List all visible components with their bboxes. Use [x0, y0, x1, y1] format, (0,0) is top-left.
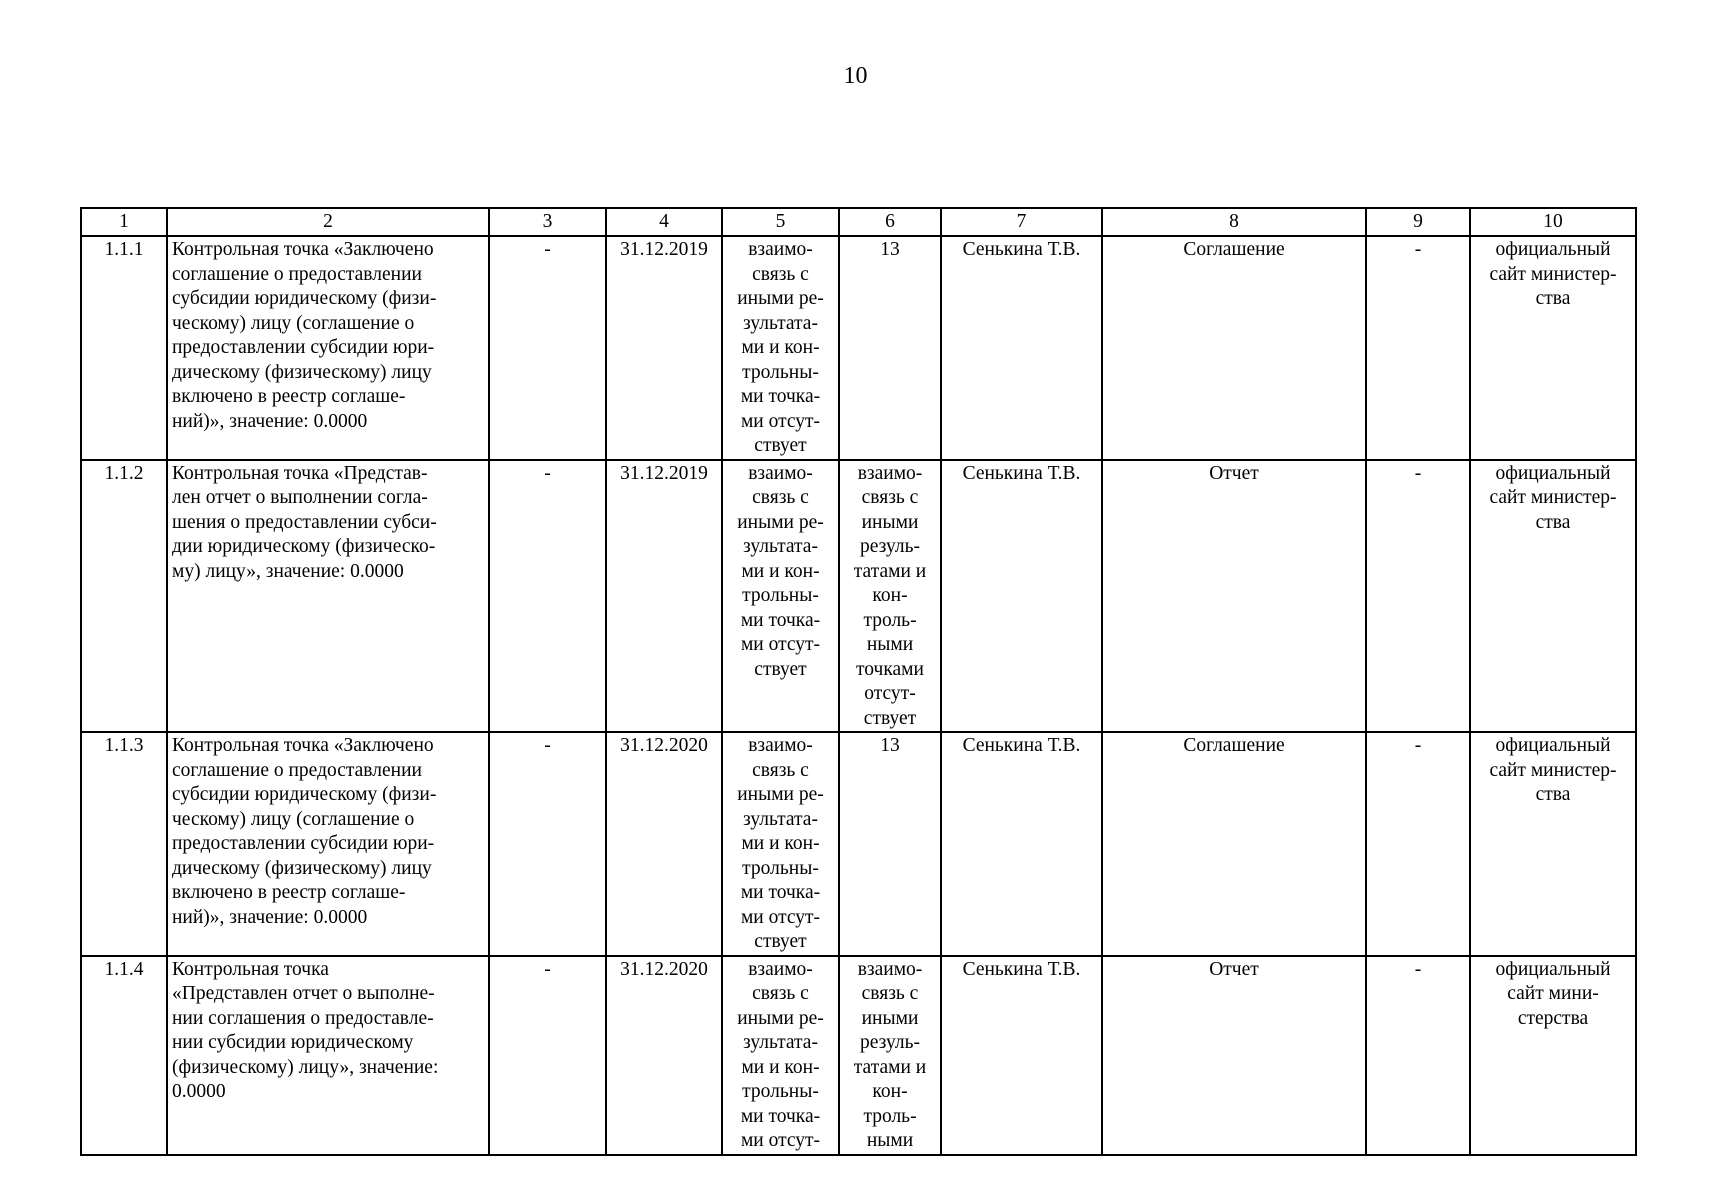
- control-point-name: Контрольная точка «Представ- лен отчет о выполнении согла- шения о предоставлении субси- дии юридическому (физическо- му) лицу», значение: 0.0000: [167, 460, 489, 733]
- row-number: 1.1.4: [81, 956, 167, 1155]
- due-date: 31.12.2020: [606, 956, 722, 1155]
- col9-value: -: [1366, 460, 1470, 733]
- col6-value: 13: [839, 236, 941, 460]
- responsible-person: Сенькина Т.В.: [941, 460, 1102, 733]
- row-number: 1.1.3: [81, 732, 167, 956]
- responsible-person: Сенькина Т.В.: [941, 732, 1102, 956]
- page-number: 10: [843, 63, 868, 89]
- col6-value: 13: [839, 732, 941, 956]
- header-cell-9: 9: [1366, 208, 1470, 236]
- relations-text: взаимо- связь с иными ре- зультата- ми и кон- трольны- ми точка- ми отсут-: [722, 956, 839, 1155]
- control-point-name: Контрольная точка «Заключено соглашение о предоставлении субсидии юридическому (физи- ческому) лицу (соглашение о предоставлении субсидии юри- дическому (физическому) лицу включено в реестр соглаше- ний)», значение: 0.0000: [167, 732, 489, 956]
- info-source: официальный сайт министер- ства: [1470, 236, 1636, 460]
- col9-value: -: [1366, 956, 1470, 1155]
- table-row: [81, 236, 1636, 460]
- control-point-name: Контрольная точка «Заключено соглашение о предоставлении субсидии юридическому (физи- ческому) лицу (соглашение о предоставлении субсидии юри- дическому (физическому) лицу включено в реестр соглаше- ний)», значение: 0.0000: [167, 236, 489, 460]
- row-number: 1.1.2: [81, 460, 167, 733]
- info-source: официальный сайт министер- ства: [1470, 732, 1636, 956]
- info-source: официальный сайт мини- стерства: [1470, 956, 1636, 1155]
- header-cell-6: 6: [839, 208, 941, 236]
- header-cell-1: 1: [81, 208, 167, 236]
- table-row: [81, 460, 1636, 733]
- result-document: Отчет: [1102, 956, 1366, 1155]
- info-source: официальный сайт министер- ства: [1470, 460, 1636, 733]
- col3-value: -: [489, 956, 606, 1155]
- control-points-table: [80, 207, 1637, 1156]
- col6-value: взаимо- связь с иными резуль- татами и кон- троль- ными точками отсут- ствует: [839, 460, 941, 733]
- table-header-row: [81, 208, 1636, 236]
- header-cell-2: 2: [167, 208, 489, 236]
- col3-value: -: [489, 460, 606, 733]
- table-row: [81, 956, 1636, 1155]
- header-cell-3: 3: [489, 208, 606, 236]
- due-date: 31.12.2019: [606, 236, 722, 460]
- result-document: Соглашение: [1102, 732, 1366, 956]
- result-document: Соглашение: [1102, 236, 1366, 460]
- header-cell-5: 5: [722, 208, 839, 236]
- col3-value: -: [489, 732, 606, 956]
- header-cell-4: 4: [606, 208, 722, 236]
- col3-value: -: [489, 236, 606, 460]
- relations-text: взаимо- связь с иными ре- зультата- ми и кон- трольны- ми точка- ми отсут- ствует: [722, 236, 839, 460]
- relations-text: взаимо- связь с иными ре- зультата- ми и кон- трольны- ми точка- ми отсут- ствует: [722, 732, 839, 956]
- row-number: 1.1.1: [81, 236, 167, 460]
- col9-value: -: [1366, 236, 1470, 460]
- responsible-person: Сенькина Т.В.: [941, 236, 1102, 460]
- control-point-name: Контрольная точка «Представлен отчет о выполне- нии соглашения о предоставле- нии субсидии юридическому (физическому) лицу», значение: 0.0000: [167, 956, 489, 1155]
- header-cell-7: 7: [941, 208, 1102, 236]
- responsible-person: Сенькина Т.В.: [941, 956, 1102, 1155]
- relations-text: взаимо- связь с иными ре- зультата- ми и кон- трольны- ми точка- ми отсут- ствует: [722, 460, 839, 733]
- result-document: Отчет: [1102, 460, 1366, 733]
- col6-value: взаимо- связь с иными резуль- татами и кон- троль- ными: [839, 956, 941, 1155]
- col9-value: -: [1366, 732, 1470, 956]
- header-cell-10: 10: [1470, 208, 1636, 236]
- table-row: [81, 732, 1636, 956]
- header-cell-8: 8: [1102, 208, 1366, 236]
- due-date: 31.12.2019: [606, 460, 722, 733]
- due-date: 31.12.2020: [606, 732, 722, 956]
